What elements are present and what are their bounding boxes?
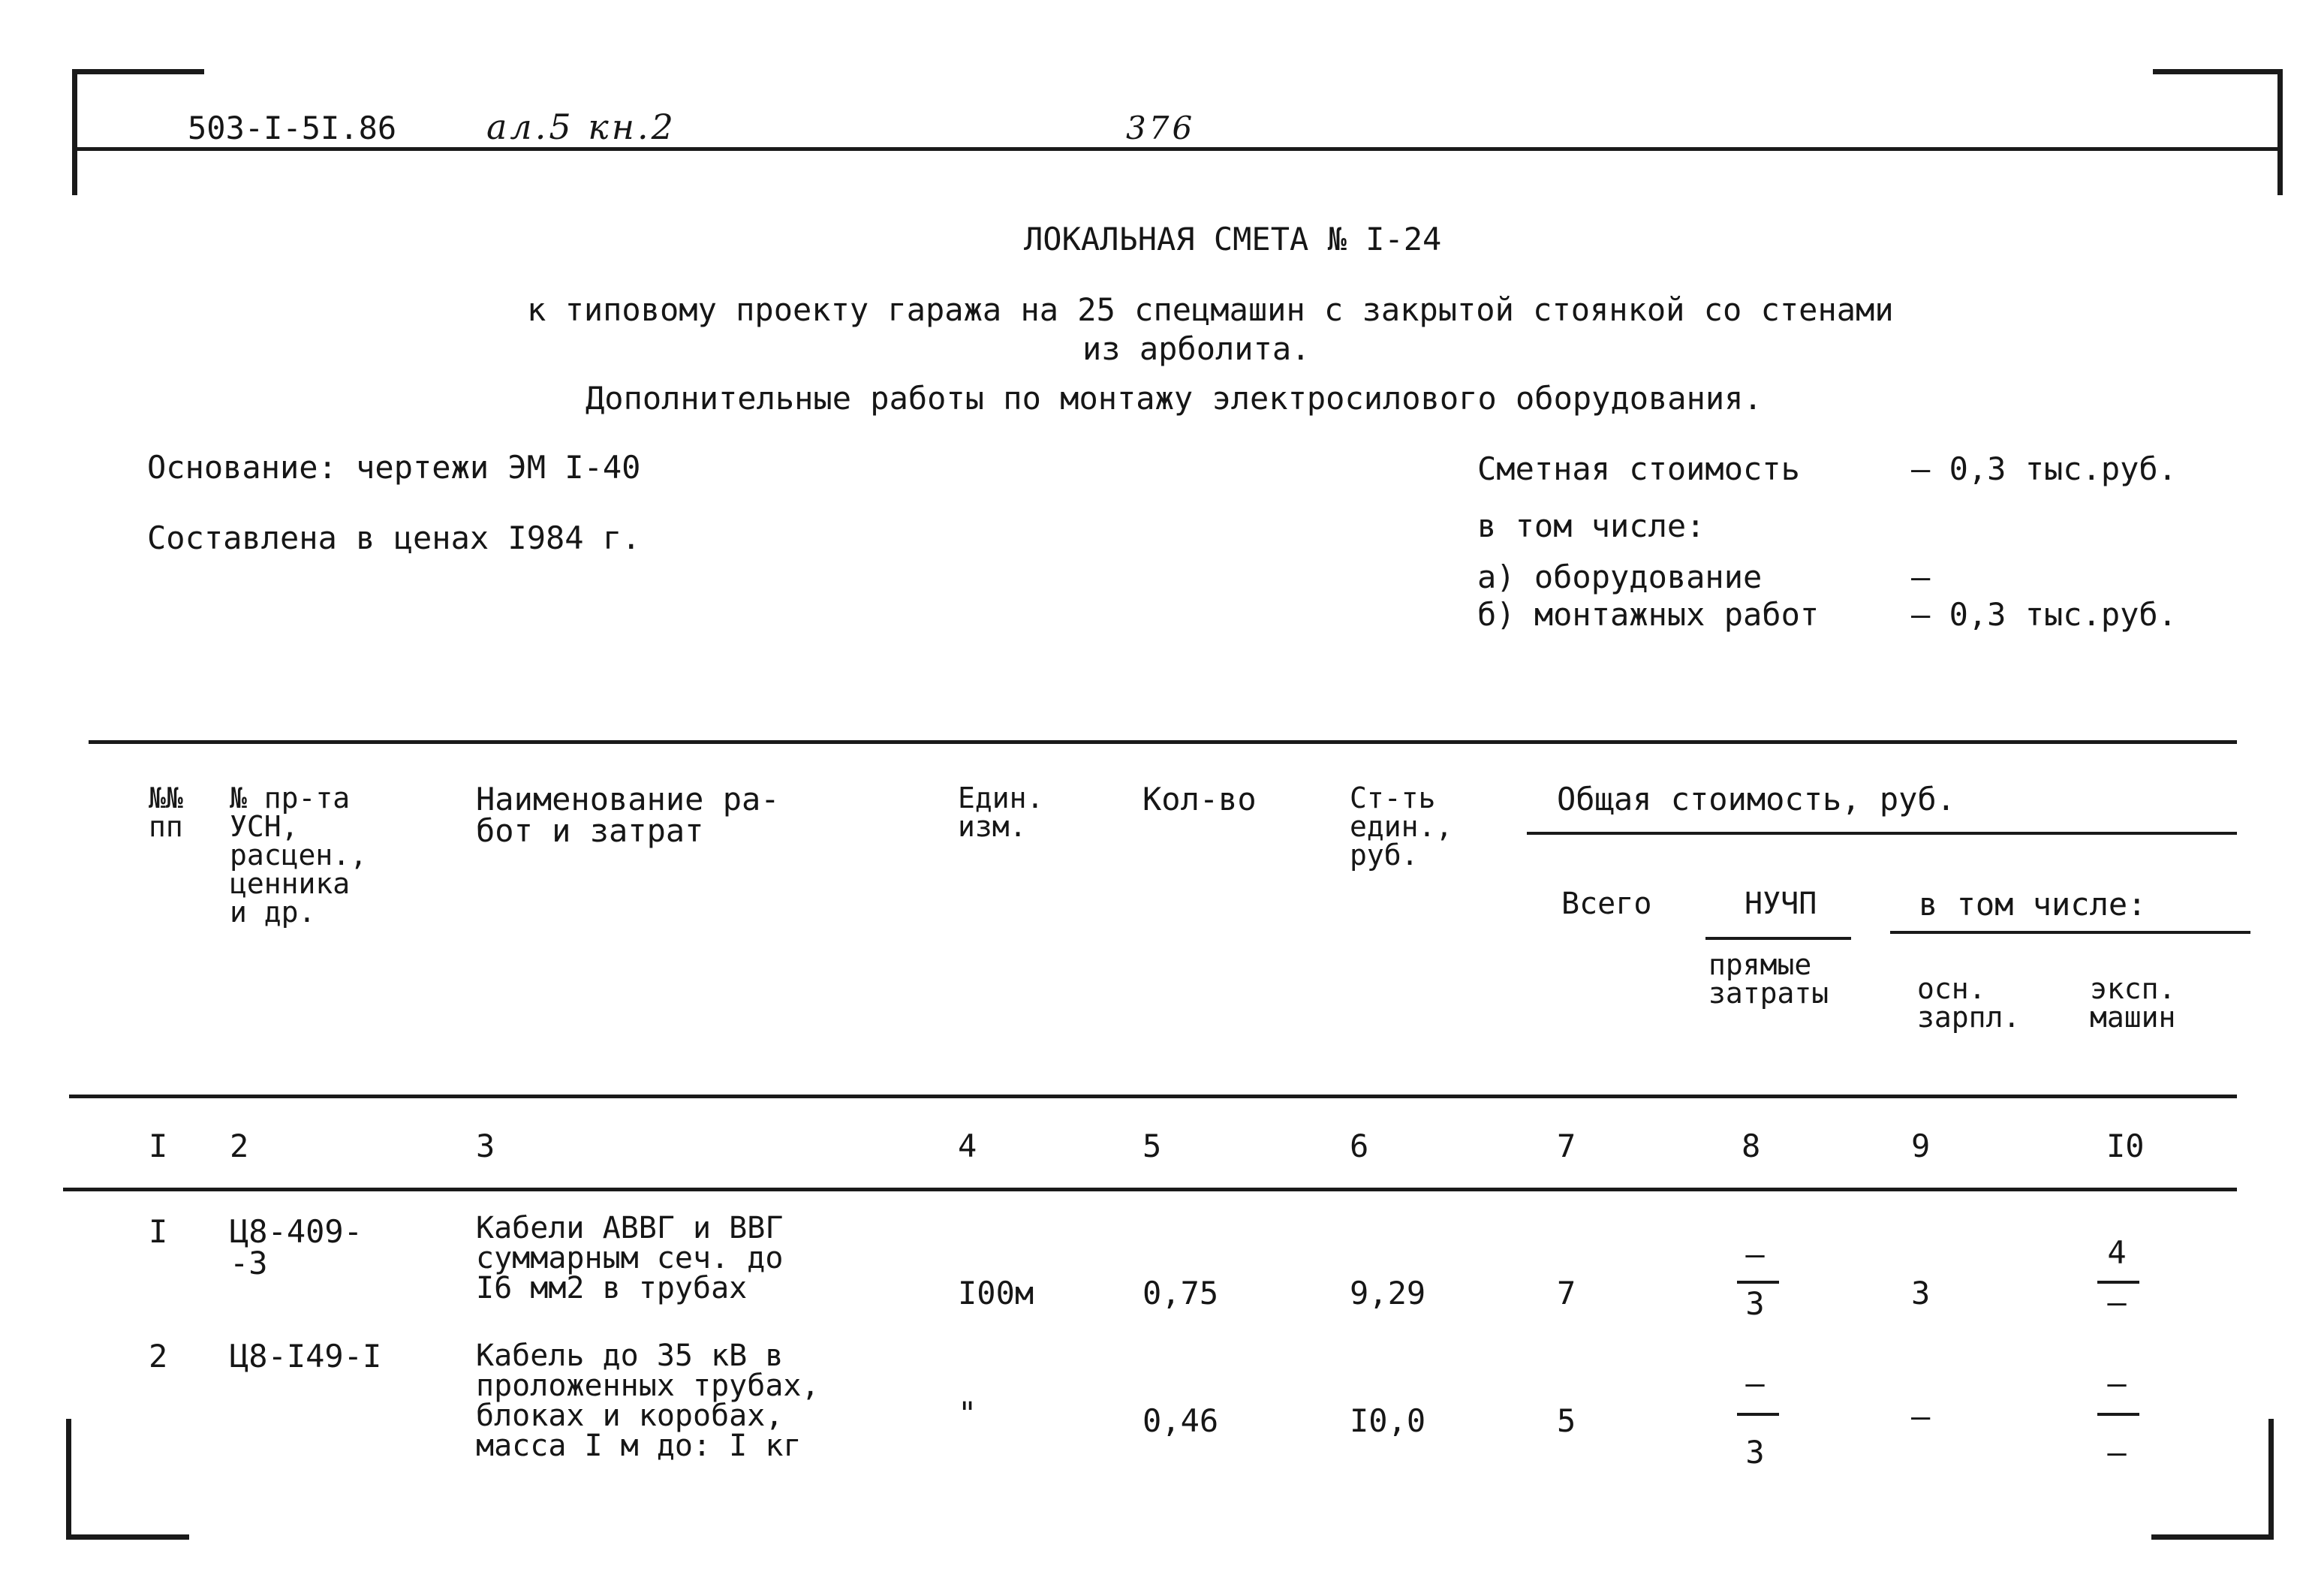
prices-text: Составлена в ценах I984 г. — [147, 519, 641, 556]
row-total: 7 — [1557, 1275, 1576, 1311]
frame-top-left-v — [72, 69, 77, 195]
row-machines-denominator: – — [2107, 1434, 2127, 1471]
header-col-name: Наименование ра- бот и затрат — [476, 781, 780, 849]
row-nuchp-denominator: 3 — [1745, 1285, 1765, 1322]
row-machines-denominator: – — [2107, 1284, 2127, 1320]
installation-label: б) монтажных работ — [1477, 596, 1820, 633]
document-code: 503-I-5I.86 — [188, 110, 397, 146]
column-number: I0 — [2106, 1128, 2145, 1164]
column-number: I — [149, 1128, 168, 1164]
row-name: Кабель до 35 кВ в проложенных трубах, блоках и коробах, масса I м до: I кг — [476, 1339, 820, 1463]
header-direct-costs: прямые затраты — [1708, 948, 1829, 1010]
total-cost-rule — [1527, 832, 2237, 835]
estimated-cost-label: Сметная стоимость — [1477, 450, 1800, 487]
header-including: в том числе: — [1919, 886, 2147, 923]
installation-value: – 0,3 тыс.руб. — [1911, 596, 2178, 633]
column-number: 2 — [230, 1128, 249, 1164]
header-col-qty: Кол-во — [1142, 781, 1257, 818]
subtitle-line-2: из арболита. — [1082, 330, 1311, 367]
header-col-unit: Един. изм. — [958, 781, 1044, 843]
row-nuchp-fraction-line — [1737, 1413, 1779, 1416]
frame-top-right-v — [2277, 69, 2283, 195]
row-base-wage: 3 — [1911, 1275, 1931, 1311]
row-machines-fraction-line — [2097, 1413, 2139, 1416]
equipment-value: – — [1911, 559, 1931, 595]
handwritten-reference: ал.5 кн.2 — [486, 107, 676, 147]
column-number: 4 — [958, 1128, 977, 1164]
row-nuchp-fraction-line — [1737, 1281, 1779, 1284]
frame-top-left-h — [72, 69, 204, 74]
frame-bottom-left-v — [66, 1419, 71, 1539]
row-base-wage: – — [1911, 1398, 1931, 1435]
row-unit: I00м — [958, 1275, 1034, 1311]
row-quantity: 0,75 — [1142, 1275, 1219, 1311]
row-name: Кабели АВВГ и ВВГ суммарным сеч. до I6 мм2 в трубах — [476, 1211, 784, 1305]
header-total-cost: Общая стоимость, руб. — [1557, 781, 1956, 818]
row-nuchp-numerator: – — [1745, 1236, 1765, 1272]
header-total: Всего — [1561, 887, 1652, 921]
header-col-num: №№ пп — [149, 781, 183, 843]
column-number: 9 — [1911, 1128, 1931, 1164]
row-nuchp-numerator: – — [1745, 1365, 1765, 1402]
row-number: 2 — [149, 1338, 168, 1375]
row-quantity: 0,46 — [1142, 1402, 1219, 1439]
column-number: 6 — [1350, 1128, 1369, 1164]
row-machines-numerator: – — [2107, 1365, 2127, 1402]
row-number: I — [149, 1213, 168, 1250]
row-nuchp-denominator: 3 — [1745, 1434, 1765, 1471]
column-number: 3 — [476, 1128, 495, 1164]
estimated-cost-value: – 0,3 тыс.руб. — [1911, 450, 2178, 487]
frame-bottom-right-h — [2151, 1534, 2274, 1540]
header-base-wage: осн. зарпл. — [1917, 972, 2021, 1034]
page-number: 376 — [1126, 110, 1196, 146]
row-code: Ц8-409- -3 — [230, 1213, 363, 1281]
row-machines-numerator: 4 — [2107, 1234, 2127, 1271]
header-col-code: № пр-та УСН, расцен., ценника и др. — [230, 781, 368, 929]
column-number: 7 — [1557, 1128, 1576, 1164]
column-number: 5 — [1142, 1128, 1162, 1164]
table-top-rule — [89, 740, 2237, 744]
header-nuchp: НУЧП — [1745, 887, 1817, 921]
column-number: 8 — [1742, 1128, 1761, 1164]
frame-bottom-left-h — [66, 1534, 189, 1540]
frame-top-right-h — [2153, 69, 2282, 74]
nuchp-rule — [1705, 937, 1851, 940]
subtitle-line-1: к типовому проекту гаража на 25 спецмашин с закрытой стоянкой со стенами — [527, 291, 1894, 328]
row-unit-cost: 9,29 — [1350, 1275, 1426, 1311]
frame-bottom-right-v — [2268, 1419, 2274, 1539]
row-unit: " — [958, 1395, 977, 1432]
subtitle-line-3: Дополнительные работы по монтажу электросилового оборудования. — [586, 380, 1763, 417]
including-rule — [1890, 931, 2250, 934]
basis-text: Основание: чертежи ЭМ I-40 — [147, 449, 641, 486]
header-bottom-rule — [69, 1095, 2237, 1098]
row-total: 5 — [1557, 1402, 1576, 1439]
numbers-bottom-rule — [63, 1188, 2237, 1191]
frame-header-line — [72, 147, 2282, 151]
document-title: ЛОКАЛЬНАЯ СМЕТА № I-24 — [1024, 221, 1442, 257]
including-label: в том числе: — [1477, 507, 1705, 544]
header-machines: эксп. машин — [2090, 972, 2176, 1034]
equipment-label: а) оборудование — [1477, 559, 1763, 595]
row-code: Ц8-I49-I — [230, 1338, 382, 1375]
row-unit-cost: I0,0 — [1350, 1402, 1426, 1439]
header-col-unit-cost: Ст-ть един., руб. — [1350, 781, 1453, 872]
